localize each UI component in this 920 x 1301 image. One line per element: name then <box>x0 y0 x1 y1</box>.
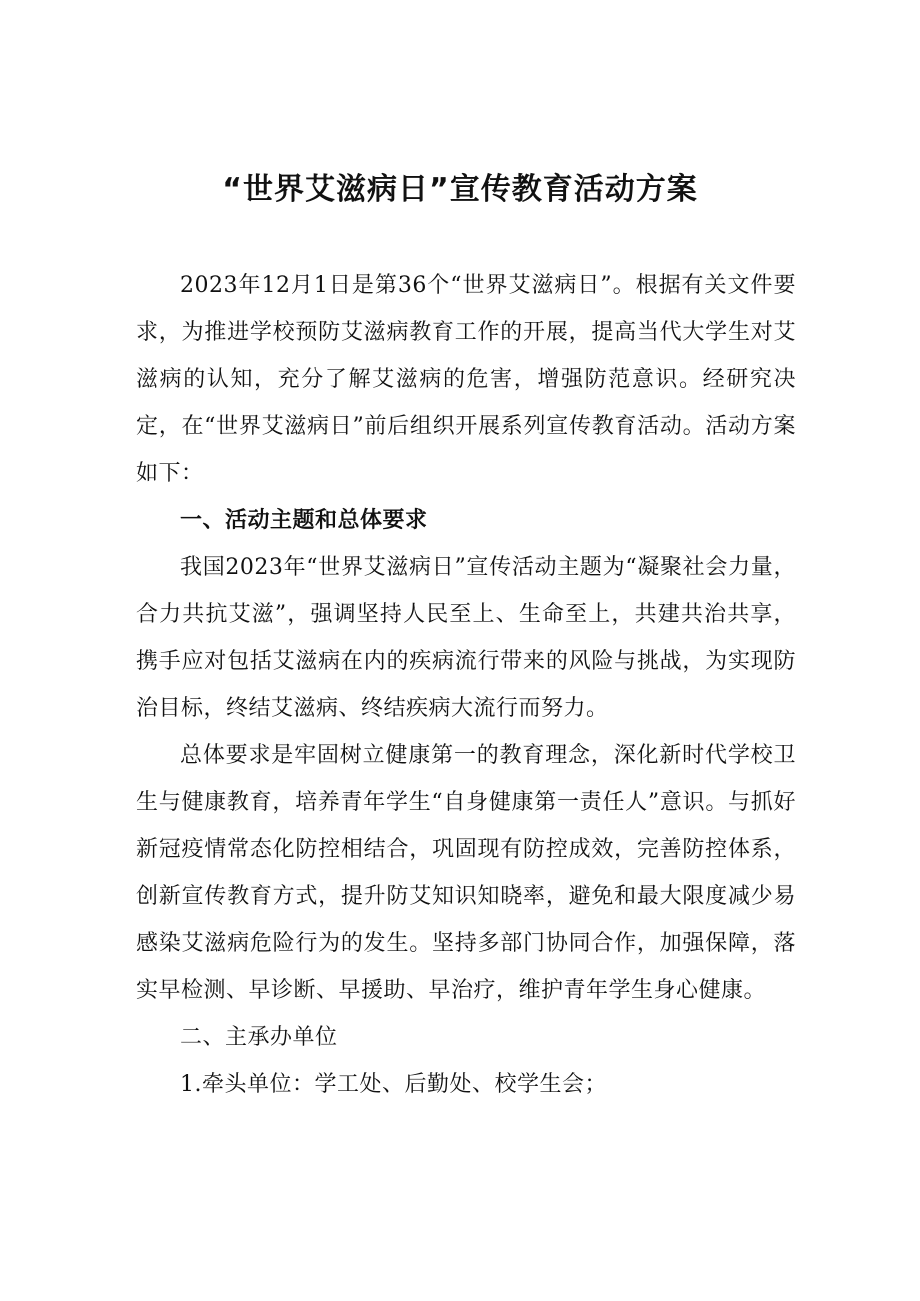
intro-paragraph: 2023年12月1日是第36个“世界艾滋病日”。根据有关文件要求，为推进学校预防艾滋病教育工作的开展，提高当代大学生对艾滋病的认知，充分了解艾滋病的危害，增强防范意识。经研究决定，在“世界艾滋病日”前后组织开展系列宣传教育活动。活动方案如下： <box>136 273 796 486</box>
section-heading-organizers: 二、主承办单位 <box>180 1025 338 1050</box>
requirements-paragraph: 总体要求是牢固树立健康第一的教育理念，深化新时代学校卫生与健康教育，培养青年学生“自身健康第一责任人”意识。与抓好新冠疫情常态化防控相结合，巩固现有防控成效，完善防控体系，创新宣传教育方式，提升防艾知识知晓率，避免和最大限度减少易感染艾滋病危险行为的发生。坚持多部门协同合作，加强保障，落实早检测、早诊断、早援助、早治疗，维护青年学生身心健康。 <box>136 743 796 1003</box>
section-heading-theme: 一、活动主题和总体要求 <box>180 508 428 533</box>
theme-paragraph: 我国2023年“世界艾滋病日”宣传活动主题为“凝聚社会力量，合力共抗艾滋”，强调坚持人民至上、生命至上，共建共治共享，携手应对包括艾滋病在内的疾病流行带来的风险与挑战，为实现防治目标，终结艾滋病、终结疾病大流行而努力。 <box>136 555 796 721</box>
document-title: “世界艾滋病日”宣传教育活动方案 <box>222 172 698 207</box>
lead-units-item: 1.牵头单位：学工处、后勤处、校学生会； <box>180 1072 607 1097</box>
document-body <box>136 262 796 1108</box>
